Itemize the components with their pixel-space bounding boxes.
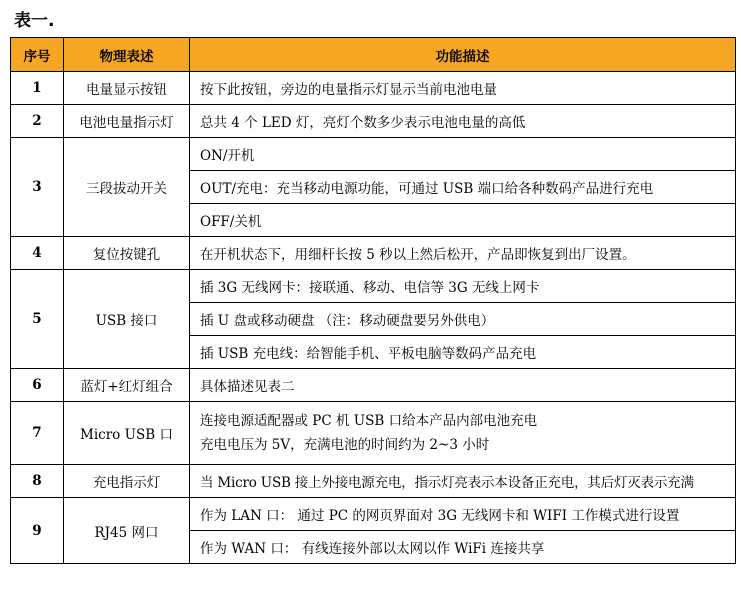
row-description: 总共 4 个 LED 灯，亮灯个数多少表示电池电量的高低 [190,105,736,138]
row-name: 充电指示灯 [64,465,190,498]
row-name: 复位按键孔 [64,237,190,270]
row-number: 3 [11,138,64,237]
table-row [11,237,736,270]
row-number: 1 [11,72,64,105]
row-description-text: 连接电源适配器或 PC 机 USB 口给本产品内部电池充电 充电电压为 5V，充满电池的时间约为 2~3 小时 [200,413,538,453]
row-number: 5 [11,270,64,369]
header-function: 功能描述 [190,38,736,72]
header-index: 序号 [11,38,64,72]
row-number: 4 [11,237,64,270]
table-row [11,138,736,171]
row-number: 9 [11,498,64,564]
row-name: 蓝灯+红灯组合 [64,369,190,402]
row-description: 作为 WAN 口： 有线连接外部以太网以作 WiFi 连接共享 [190,531,736,564]
row-description: 具体描述见表二 [190,369,736,402]
row-description: OFF/关机 [190,204,736,237]
row-description: 作为 LAN 口： 通过 PC 的网页界面对 3G 无线网卡和 WIFI 工作模式进行设置 [190,498,736,531]
table-row [11,498,736,531]
table-row [11,402,736,465]
row-description: 插 USB 充电线：给智能手机、平板电脑等数码产品充电 [190,336,736,369]
table-row [11,105,736,138]
row-number: 6 [11,369,64,402]
table-caption: 表一. [14,11,55,31]
row-description [190,402,736,465]
row-number: 7 [11,402,64,465]
row-description: 插 U 盘或移动硬盘 （注：移动硬盘要另外供电） [190,303,736,336]
row-description: ON/开机 [190,138,736,171]
feature-table [10,37,736,564]
table-row [11,270,736,303]
table-row [11,72,736,105]
row-description: 按下此按钮，旁边的电量指示灯显示当前电池电量 [190,72,736,105]
row-number: 8 [11,465,64,498]
row-name: 电量显示按钮 [64,72,190,105]
table-row [11,369,736,402]
row-name: USB 接口 [64,270,190,369]
row-name: RJ45 网口 [64,498,190,564]
row-description: 在开机状态下，用细杆长按 5 秒以上然后松开，产品即恢复到出厂设置。 [190,237,736,270]
row-name: 三段拔动开关 [64,138,190,237]
row-name: Micro USB 口 [64,402,190,465]
row-description: 插 3G 无线网卡：接联通、移动、电信等 3G 无线上网卡 [190,270,736,303]
row-number: 2 [11,105,64,138]
row-name: 电池电量指示灯 [64,105,190,138]
header-physical: 物理表述 [64,38,190,72]
table-row [11,465,736,498]
row-description: 当 Micro USB 接上外接电源充电，指示灯亮表示本设备正充电，其后灯灭表示充满 [190,465,736,498]
row-description: OUT/充电：充当移动电源功能，可通过 USB 端口给各种数码产品进行充电 [190,171,736,204]
